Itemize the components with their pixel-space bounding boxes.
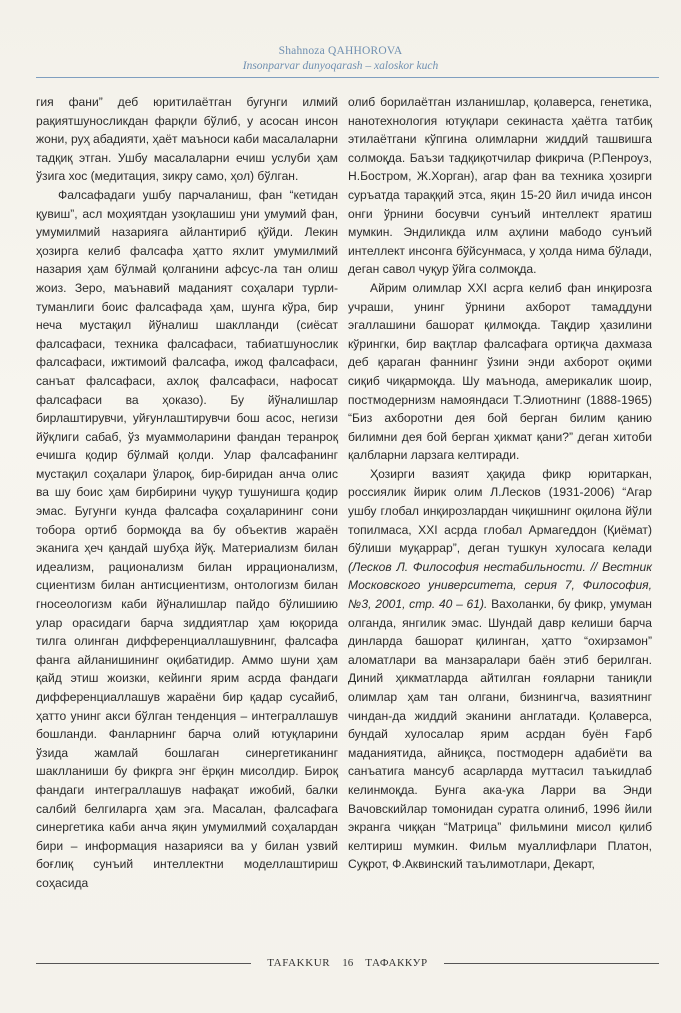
header-rule [36,77,659,78]
header-article-title: Insonparvar dunyoqarash – xaloskor kuch [242,60,439,72]
footer-journal-latin: TAFAKKUR [267,957,331,969]
citation: (Лесков Л. Философия нестабильности. // Вестник Московского университета, серия 7, Философия, №3, 2001, стр. 40 – 61). [348,559,652,612]
footer-rule-left [36,963,251,964]
right-paragraph-2: Айрим олимлар XXI асрга келиб фан инқирозга учраши, унинг ўрнини ахборот тамаддуни эгаллашини башорат қилмоқда. Тақдир ҳазилини кўрингки, бир вақтлар фалсафага ортиқча дахмаза деб қараган фаннинг ўзини энди ахборот оқими сиқиб чиқармоқда. Шу маънода, америкалик шоир, постмодернизм намояндаси Т.Элиотнинг (1888-1965) “Биз ахборотни дея бой берган билим қанию билимни дея бой берган ҳикмат қани?” деган хитоби қалбларни ларзага келтиради. [348,280,652,463]
page-number: 16 [342,957,354,969]
right-paragraph-3-text-b: Вахоланки, бу фикр, умуман олганда, янгилик эмас. Шундай давр келиши барча динларда башорат қилинган, ҳатто “охирзамон” аломатлари ва манзаралари баён этиб берилган. Диний ҳикматларда айтилган ғояларни таниқли олимлар ҳам тан олгани, бизнингча, вазиятнинг чиндан-да жиддий эканини англатади. Қолаверса, бундай хулосалар ярим асрдан буён Ғарб маданиятида, айниқса, постмодерн адабиёти ва санъатига мансуб асарларда муттасил таъкидлаб келинмоқда. Бунга ака-ука Ларри ва Энди Вачовскийлар томонидан суратга олиниб, 1996 йили экранга чиққан “Матрица” фильмини мисол қилиб келтириш мумкин. Фильм муаллифлари Платон, Суқрот, Ф.Аквинский таълимотлари, Декарт, [348,597,652,872]
left-paragraph-1: гия фани” деб юритилаётган бугунги илмий рақиятшуносликдан фарқли бўлиб, у асосан инсон жони, руҳ абадияти, ҳаёт маъноси каби масалаларни тадқиқ этган. Ушбу масалаларни ечиш услуби ҳам ўзига хос (медитация, зикру само, ҳол) бўлган. [36,95,338,184]
footer-journal-cyrillic: ТАФАККУР [365,957,428,969]
footer-rule-right [444,963,659,964]
right-column [348,93,652,874]
footer-label [251,957,444,969]
left-column [36,93,338,893]
header-author: Shahnoza QAHHOROVA [278,45,403,57]
left-paragraph-2: Фалсафадаги ушбу парчаланиш, фан “кетидан қувиш”, асл моҳиятдан узоқлашиш уни умумий фан, умумилмий назарияга айлантириб қўйди. Лекин ҳозирга келиб фалсафа ҳатто яхлит умумилмий назария ҳам бўлмай қолганини афсус-ла тан олиш жоиз. Зеро, маънавий маданият соҳалари турли-туманлиги боис фалсафада ҳам, шунга кўра, бир неча мустақил йўналиш шаклланди (сиёсат фалсафаси, техника фалсафаси, табиатшунослик фалсафаси, ижтимоий фалсафа, ижод фалсафаси, санъат фалсафаси, ахлоқ фалсафаси, нафосат фалсафаси ва ҳоказо). Бу йўналишлар бирлаштирувчи, уйғунлаштирувчи бош асос, негизи йўқлиги сабаб, ўз муаммоларини фандан теранроқ ечишга қодир бўлмай қолди. Улар фалсафанинг мустақил соҳалари ўлароқ, бир-биридан анча олис ва шу боис ҳам бирбирини чуқур тушунишга қодир эмас. Бугунги кунда фалсафа соҳаларининг сони тобора ортиб бормоқда ва бу объектив жараён эканига ҳеч қандай шубҳа йўқ. Материализм билан идеализм, рационализм билан иррационализм, сциентизм билан антисциентизм, онтологизм билан гносеологизм каби йўналишлар пайдо бўлишиию улар орасидаги барча зиддиятлар ҳам юқорида тилга олинган дифференциаллашувнинг, фалсафа фанга айланишининг оқибатидир. Аммо шуни ҳам қайд этиш жоизки, кейинги ярим асрда фандаги дифференциаллашув жараёни бир қадар сусайиб, ҳатто унинг акси бўлган тенденция – интеграллашув бошланди. Фанларнинг барча олий ютуқларини ўзида жамлай бошлаган синергетиканинг шаклланиши бу фикрга энг ёрқин мисолдир. Бироқ фандаги интеграллашув нафақат ижобий, балки салбий белгиларга ҳам эга. Масалан, фалсафага синергетика каби анча яқин умумилмий соҳалардан бири – информация назарияси ва у билан узвий боғлиқ сунъий интеллектни моделлаштириш соҳасида [36,187,338,890]
right-paragraph-3 [348,465,652,874]
right-paragraph-3-text-a: Ҳозирги вазият ҳақида фикр юритаркан, россиялик йирик олим Л.Лесков (1931-2006) “Агар ушбу глобал инқирозлардан чиқишнинг оқилона йўли топилмаса, XXI асрда глобал Армагеддон (Қиёмат) бўлиши муқаррар”, деган тушкун хулосага келади [348,466,652,556]
running-header [0,44,681,74]
right-paragraph-1: олиб борилаётган изланишлар, қолаверса, генетика, нанотехнология ютуқлари секинаста ҳаётга татбиқ этилаётгани кўпгина олимларни жиддий ташвишга солмоқда. Баъзи тадқиқотчилар фикрича (Р.Пенроуз, Н.Бостром, Ж.Хорган), агар фан ва техника ҳозирги суръатда тараққий этса, яқин 15-20 йил ичида инсон онги ўрнини босувчи сунъий интеллект яратиш мумкин. Эндиликда илм аҳлини мабодо сунъий интеллект инсонга бўйсунмаса, у ҳолда нима бўлади, деган савол чуқур ўйга солмоқда. [348,95,652,277]
page-footer [36,956,659,970]
